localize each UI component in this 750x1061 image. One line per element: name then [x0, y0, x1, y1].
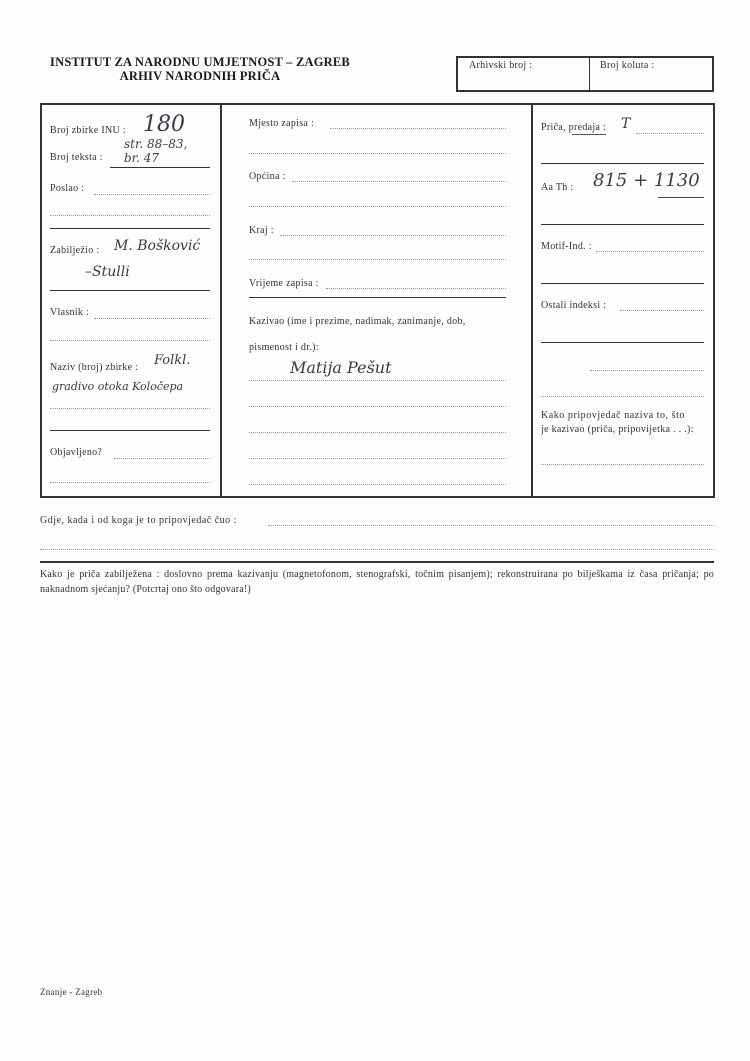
- vrijeme-dots: [326, 288, 506, 289]
- column-divider-right: [531, 104, 533, 497]
- archive-title: ARHIV NARODNIH PRIČA: [119, 69, 281, 83]
- kraj-dots-2: [249, 259, 506, 260]
- opcina-dots: [292, 181, 506, 182]
- kazivao-value: Matija Pešut: [290, 358, 392, 377]
- motif-dots: [596, 251, 704, 252]
- opcina-label: Općina :: [249, 171, 286, 182]
- kako-naziva-label-2: je kazivao (priča, pripovijetka . . .):: [541, 424, 694, 435]
- motif-ind-label: Motif-Ind. :: [541, 241, 592, 252]
- left-rule-4: [50, 430, 210, 431]
- broj-teksta-label: Broj teksta :: [50, 152, 103, 163]
- broj-teksta-value-1: str. 88–83,: [124, 137, 188, 151]
- kako-dots: [541, 464, 704, 465]
- prica-predaja-value: T: [621, 116, 631, 132]
- gdje-kada-label: Gdje, kada i od koga je to pripovjedač čuo :: [40, 515, 237, 526]
- aa-th-label: Aa Th :: [541, 182, 574, 193]
- middle-rule: [249, 297, 506, 298]
- right-rule-4: [541, 342, 704, 343]
- prica-dots: [636, 133, 704, 134]
- kazivao-dots-5: [249, 484, 506, 485]
- zabiljezio-value-2: –Stulli: [85, 264, 130, 280]
- mjesto-dots: [330, 128, 506, 129]
- vlasnik-label: Vlasnik :: [50, 307, 90, 318]
- kazivao-dots-3: [249, 432, 506, 433]
- objavljeno-dots-2: [50, 482, 210, 483]
- kraj-dots: [280, 235, 506, 236]
- broj-zbirke-label: Broj zbirke INU :: [50, 125, 126, 136]
- column-divider-left: [220, 104, 222, 497]
- vlasnik-dots: [94, 318, 210, 319]
- publisher-imprint: Znanje - Zagreb: [40, 987, 103, 997]
- kako-naziva-label-1: Kako pripovjedač naziva to, što: [541, 410, 685, 421]
- broj-teksta-value-2: br. 47: [124, 151, 159, 165]
- poslao-label: Poslao :: [50, 183, 85, 194]
- archive-box-divider: [589, 57, 590, 91]
- kazivao-label-2: pismenost i dr.):: [249, 342, 319, 353]
- ostali-dots-2: [590, 370, 704, 371]
- broj-zbirke-value: 180: [143, 112, 185, 137]
- naziv-zbirke-label: Naziv (broj) zbirke :: [50, 362, 139, 373]
- naziv-zbirke-value-2: gradivo otoka Koločepa: [52, 380, 184, 393]
- ostali-indeksi-label: Ostali indeksi :: [541, 300, 607, 311]
- gdje-dots: [268, 525, 714, 526]
- left-rule-3: [50, 290, 210, 291]
- bottom-rule: [40, 561, 714, 563]
- zabiljezio-label: Zabilježio :: [50, 245, 100, 256]
- predaja-underline: [572, 134, 606, 135]
- poslao-dots-2: [50, 215, 210, 216]
- kraj-label: Kraj :: [249, 225, 274, 236]
- kazivao-dots-1: [249, 380, 506, 381]
- prica-predaja-label: Priča, predaja :: [541, 122, 607, 133]
- aa-th-underline: [658, 197, 704, 198]
- vlasnik-dots-2: [50, 340, 210, 341]
- poslao-dots: [94, 194, 210, 195]
- kazivao-dots-2: [249, 406, 506, 407]
- mjesto-zapisa-label: Mjesto zapisa :: [249, 118, 315, 129]
- aa-th-value: 815 + 1130: [593, 170, 700, 191]
- ostali-dots: [620, 310, 704, 311]
- right-rule-3: [541, 283, 704, 284]
- ostali-dots-3: [541, 396, 704, 397]
- arhivski-broj-label: Arhivski broj :: [469, 60, 533, 71]
- kazivao-dots-4: [249, 458, 506, 459]
- left-rule-2: [50, 228, 210, 229]
- naziv-zbirke-value-1: Folkl.: [154, 353, 191, 368]
- left-rule-1: [110, 167, 210, 168]
- broj-koluta-label: Broj koluta :: [600, 60, 655, 71]
- kazivao-label-1: Kazivao (ime i prezime, nadimak, zanimanje, dob,: [249, 316, 466, 327]
- institute-title: INSTITUT ZA NARODNU UMJETNOST – ZAGREB: [50, 55, 350, 69]
- naziv-dots: [50, 408, 210, 409]
- objavljeno-label: Objavljeno?: [50, 447, 103, 458]
- objavljeno-dots: [114, 458, 210, 459]
- gdje-dots-2: [40, 549, 714, 550]
- mjesto-dots-2: [249, 153, 506, 154]
- vrijeme-zapisa-label: Vrijeme zapisa :: [249, 278, 319, 289]
- right-rule-1: [541, 163, 704, 164]
- right-rule-2: [541, 224, 704, 225]
- opcina-dots-2: [249, 206, 506, 207]
- zabiljezena-text: Kako je priča zabilježena : doslovno prema kazivanju (magnetofonom, stenografski, točnim pisanjem); rekonstruirana po bilješkama iz časa pričanja; po naknadnom sjećanju? (Potcrtaj ono što odgovara!): [40, 569, 714, 595]
- zabiljezio-value-1: M. Bošković: [114, 238, 201, 254]
